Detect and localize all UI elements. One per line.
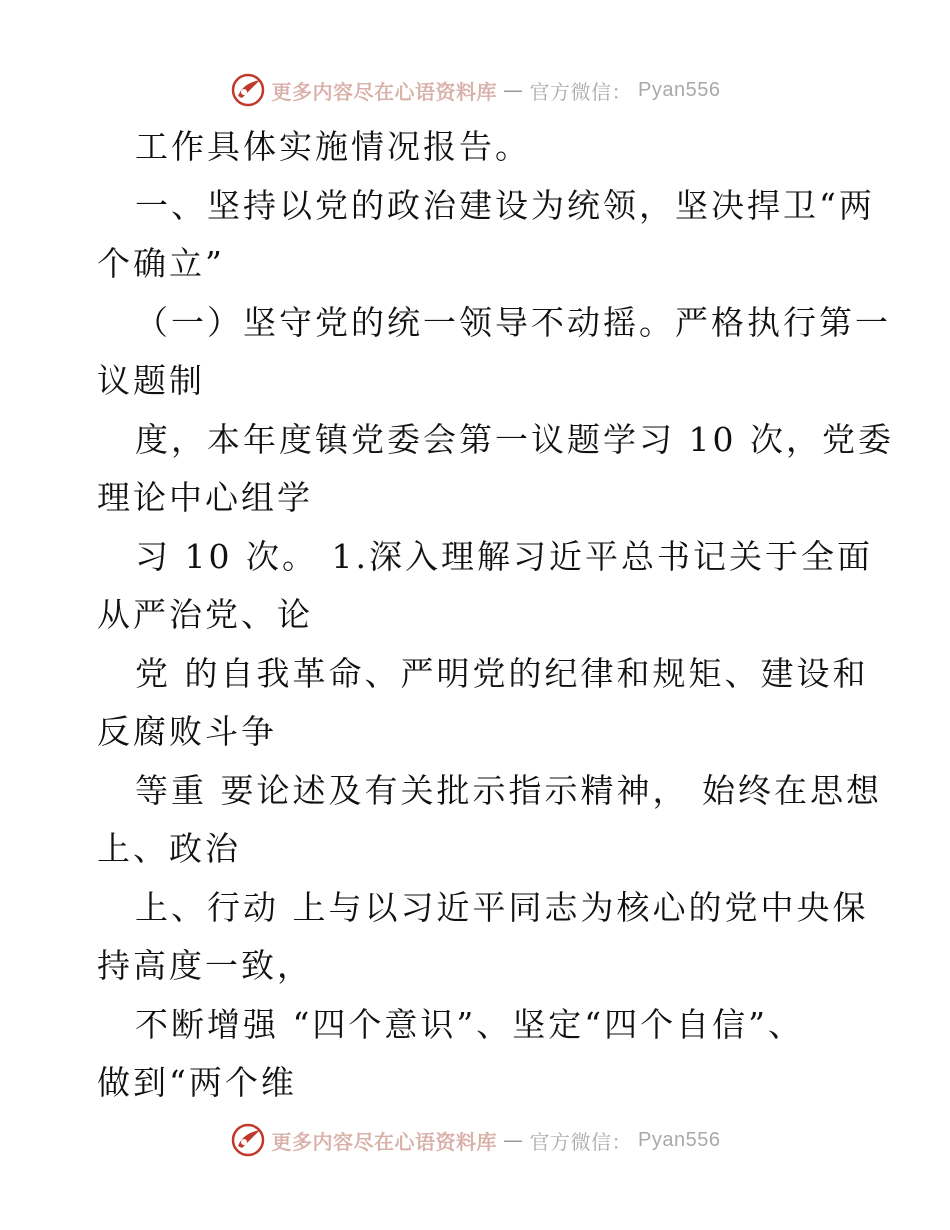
text-line: 工作具体实施情况报告。 — [135, 127, 531, 166]
text-line: 从严治党、论 — [97, 595, 313, 634]
watermark-dash: — — [503, 1128, 524, 1152]
watermark-wechat-id: Pyan556 — [638, 1128, 721, 1151]
watermark-main-text: 更多内容尽在心语资料库 — [271, 1129, 498, 1154]
text-line: 习 10 次。 1.深入理解习近平总书记关于全面 — [135, 536, 873, 576]
red-pen-logo-icon — [230, 1122, 266, 1158]
text-line: 等重 要论述及有关批示指示精神， 始终在思想 — [135, 770, 882, 810]
header-watermark — [0, 70, 950, 110]
text-line: 做到“两个维 — [97, 1063, 297, 1102]
footer-watermark — [0, 1120, 950, 1160]
text-line: （一）坚守党的统一领导不动摇。严格执行第一 — [135, 302, 891, 342]
text-line: 个确立” — [97, 244, 225, 283]
text-line: 议题制 — [97, 361, 205, 400]
document-body — [97, 118, 894, 1113]
watermark-official-label: 官方微信： — [529, 1129, 633, 1154]
text-line: 上、行动 上与以习近平同志为核心的党中央保 — [135, 887, 869, 927]
watermark-main-text: 更多内容尽在心语资料库 — [271, 79, 498, 104]
text-line: 党 的自我革命、严明党的纪律和规矩、建设和 — [135, 653, 869, 693]
text-line: 理论中心组学 — [97, 478, 313, 517]
red-pen-logo-icon — [230, 72, 266, 108]
text-line: 度，本年度镇党委会第一议题学习 10 次，党委 — [135, 419, 894, 459]
text-line: 反腐败斗争 — [97, 712, 277, 751]
watermark-wechat-id: Pyan556 — [638, 78, 721, 101]
watermark-official-label: 官方微信： — [529, 79, 633, 104]
text-line: 持高度一致， — [97, 946, 313, 985]
watermark-dash: — — [503, 78, 524, 102]
text-line: 不断增强 “四个意识”、坚定“四个自信”、 — [135, 1004, 804, 1044]
text-line: 上、政治 — [97, 829, 241, 868]
text-line: 一、坚持以党的政治建设为统领，坚决捍卫“两 — [135, 185, 875, 225]
